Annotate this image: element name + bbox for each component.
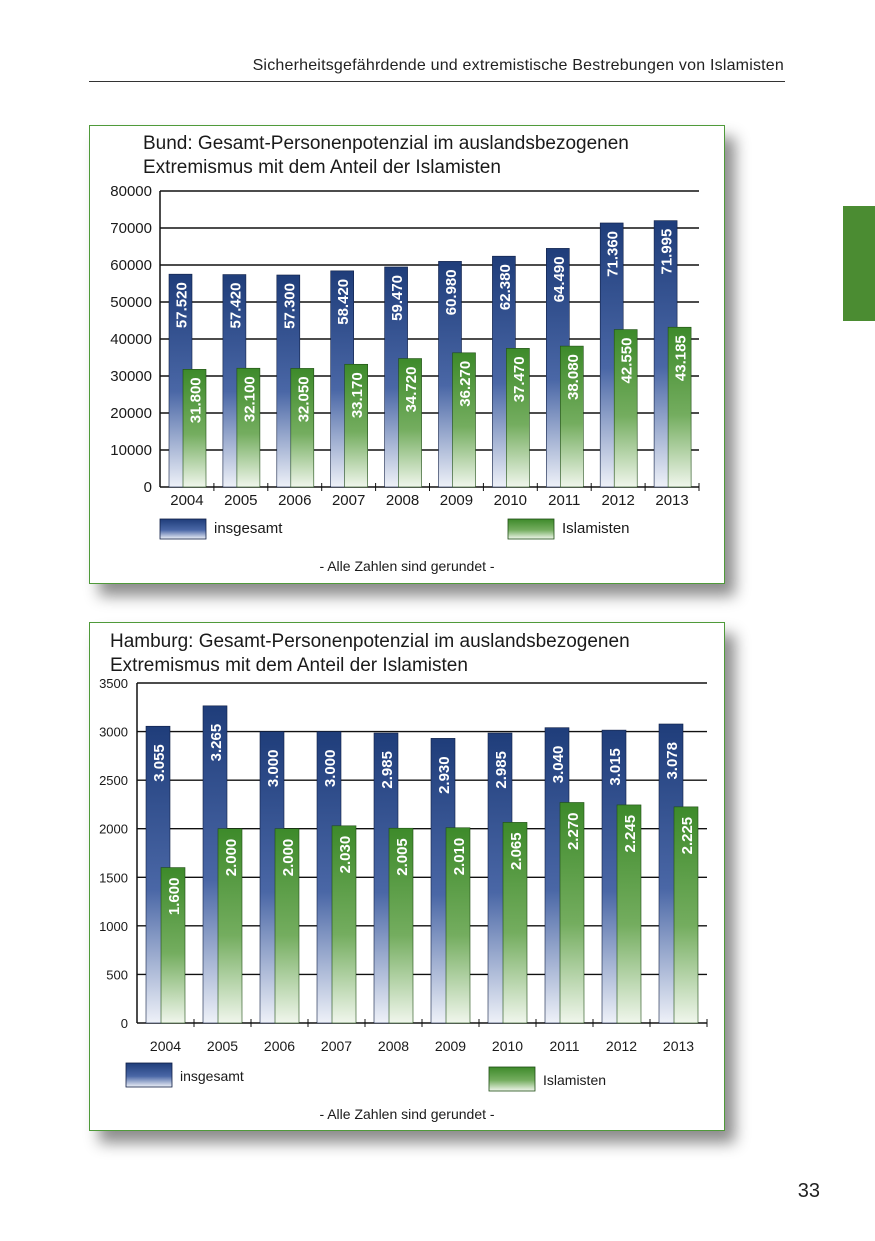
x-tick-label: 2007 (320, 1038, 353, 1054)
y-tick-label: 80000 (110, 183, 152, 200)
legend-label-insgesamt: insgesamt (214, 520, 283, 537)
bar-value-label-islamisten: 43.185 (672, 335, 690, 382)
x-tick-label: 2005 (206, 1038, 239, 1054)
y-tick-label: 2500 (99, 773, 128, 789)
legend-swatch-islamisten (508, 519, 554, 539)
x-tick-label: 2012 (605, 1038, 638, 1054)
bar-value-label-islamisten: 2.225 (679, 816, 696, 855)
chart-title-line: Extremismus mit dem Anteil der Islamisten (143, 157, 501, 178)
bar-value-label-islamisten: 42.550 (618, 337, 636, 384)
y-tick-label: 60000 (110, 257, 152, 274)
bar-value-label-islamisten: 1.600 (166, 877, 183, 916)
y-tick-label: 20000 (110, 405, 152, 422)
bar-value-label-islamisten: 32.050 (295, 376, 313, 423)
chapter-side-tab (843, 206, 875, 321)
bar-value-label-islamisten: 34.720 (403, 366, 421, 413)
y-tick-label: 2000 (99, 821, 128, 837)
y-tick-label: 10000 (110, 442, 152, 459)
bar-value-label-islamisten: 31.800 (187, 377, 205, 424)
bar-value-label-insgesamt: 3.265 (208, 723, 225, 762)
y-tick-label: 40000 (110, 331, 152, 348)
x-tick-label: 2011 (549, 1038, 580, 1054)
legend-swatch-insgesamt (126, 1063, 172, 1087)
bar-value-label-islamisten: 2.030 (337, 835, 354, 874)
y-tick-label: 500 (106, 967, 128, 983)
bar-value-label-insgesamt: 71.995 (658, 228, 676, 275)
x-tick-label: 2011 (548, 492, 581, 509)
x-tick-label: 2005 (224, 492, 258, 509)
x-tick-label: 2006 (278, 492, 312, 509)
bar-value-label-islamisten: 2.005 (394, 838, 411, 876)
bar-value-label-islamisten: 2.000 (280, 838, 297, 877)
bar-value-label-islamisten: 37.470 (510, 356, 528, 403)
y-tick-label: 0 (143, 479, 152, 496)
chart-hamburg (89, 622, 725, 1131)
x-tick-label: 2010 (491, 1038, 524, 1054)
bar-value-label-islamisten: 2.270 (565, 812, 582, 851)
bar-value-label-insgesamt: 58.420 (335, 278, 353, 325)
header-rule (89, 81, 785, 82)
x-tick-label: 2008 (377, 1038, 410, 1054)
bar-value-label-islamisten: 38.080 (564, 354, 582, 400)
bar-value-label-insgesamt: 60.980 (443, 269, 460, 316)
y-tick-label: 1000 (99, 918, 128, 934)
chart-title-line: Bund: Gesamt-Personenpotenzial im auslandsbezogenen (143, 133, 629, 154)
chart-note: - Alle Zahlen sind gerundet - (319, 558, 495, 574)
x-tick-label: 2009 (439, 492, 474, 509)
bar-value-label-insgesamt: 3.015 (607, 748, 624, 786)
legend-swatch-islamisten (489, 1067, 535, 1091)
bar-value-label-islamisten: 2.000 (223, 838, 240, 877)
bar-value-label-insgesamt: 71.360 (604, 230, 622, 277)
bar-value-label-insgesamt: 2.985 (493, 751, 510, 789)
bar-value-label-insgesamt: 57.420 (227, 282, 245, 329)
y-tick-label: 3000 (99, 724, 128, 740)
page-header-title: Sicherheitsgefährdende und extremistische Bestrebungen von Islamisten (252, 57, 784, 74)
x-tick-label: 2010 (493, 492, 528, 509)
bar-value-label-insgesamt: 64.490 (550, 256, 568, 303)
y-tick-label: 1500 (99, 870, 128, 886)
chart-bund (89, 125, 725, 584)
legend-swatch-insgesamt (160, 519, 206, 539)
x-tick-label: 2013 (662, 1038, 695, 1054)
bar-value-label-islamisten: 36.270 (457, 360, 474, 407)
x-tick-label: 2012 (601, 492, 635, 509)
bar-value-label-insgesamt: 57.520 (173, 282, 191, 329)
legend-label-islamisten: Islamisten (562, 520, 630, 537)
chart-title-line: Hamburg: Gesamt-Personenpotenzial im auslandsbezogenen (110, 631, 630, 652)
y-tick-label: 70000 (110, 220, 152, 237)
bar-value-label-islamisten: 32.100 (241, 376, 259, 423)
y-tick-label: 30000 (110, 368, 152, 385)
y-tick-label: 0 (120, 1016, 128, 1031)
x-tick-label: 2009 (434, 1038, 467, 1054)
bar-value-label-islamisten: 2.065 (508, 832, 525, 870)
x-tick-label: 2007 (331, 492, 366, 509)
bar-value-label-islamisten: 2.245 (622, 814, 639, 853)
bar-value-label-insgesamt: 2.930 (436, 756, 453, 794)
page-number: 33 (797, 1180, 820, 1202)
x-tick-label: 2006 (263, 1038, 296, 1054)
y-tick-label: 3500 (99, 676, 128, 691)
chart-hamburg-svg (90, 623, 724, 1130)
bar-value-label-islamisten: 2.010 (451, 837, 468, 876)
x-tick-label: 2013 (655, 492, 689, 509)
x-tick-label: 2004 (149, 1038, 182, 1054)
bar-value-label-insgesamt: 57.300 (281, 282, 299, 329)
y-tick-label: 50000 (110, 294, 152, 311)
bar-value-label-insgesamt: 59.470 (389, 274, 407, 321)
chart-note: - Alle Zahlen sind gerundet - (319, 1106, 495, 1122)
bar-value-label-insgesamt: 2.985 (379, 751, 396, 789)
bar-value-label-insgesamt: 62.380 (496, 264, 514, 311)
bar-value-label-insgesamt: 3.000 (265, 749, 282, 788)
x-tick-label: 2004 (170, 492, 204, 509)
bar-value-label-insgesamt: 3.055 (151, 744, 168, 782)
legend-label-insgesamt: insgesamt (180, 1068, 244, 1084)
bar-value-label-insgesamt: 3.040 (550, 745, 567, 784)
chart-bund-svg (90, 126, 724, 583)
bar-value-label-islamisten: 33.170 (349, 372, 367, 419)
bar-value-label-insgesamt: 3.078 (664, 741, 681, 780)
legend-label-islamisten: Islamisten (543, 1072, 607, 1088)
bar-value-label-insgesamt: 3.000 (322, 749, 339, 788)
x-tick-label: 2008 (385, 492, 420, 509)
chart-title-line: Extremismus mit dem Anteil der Islamisten (110, 655, 468, 676)
